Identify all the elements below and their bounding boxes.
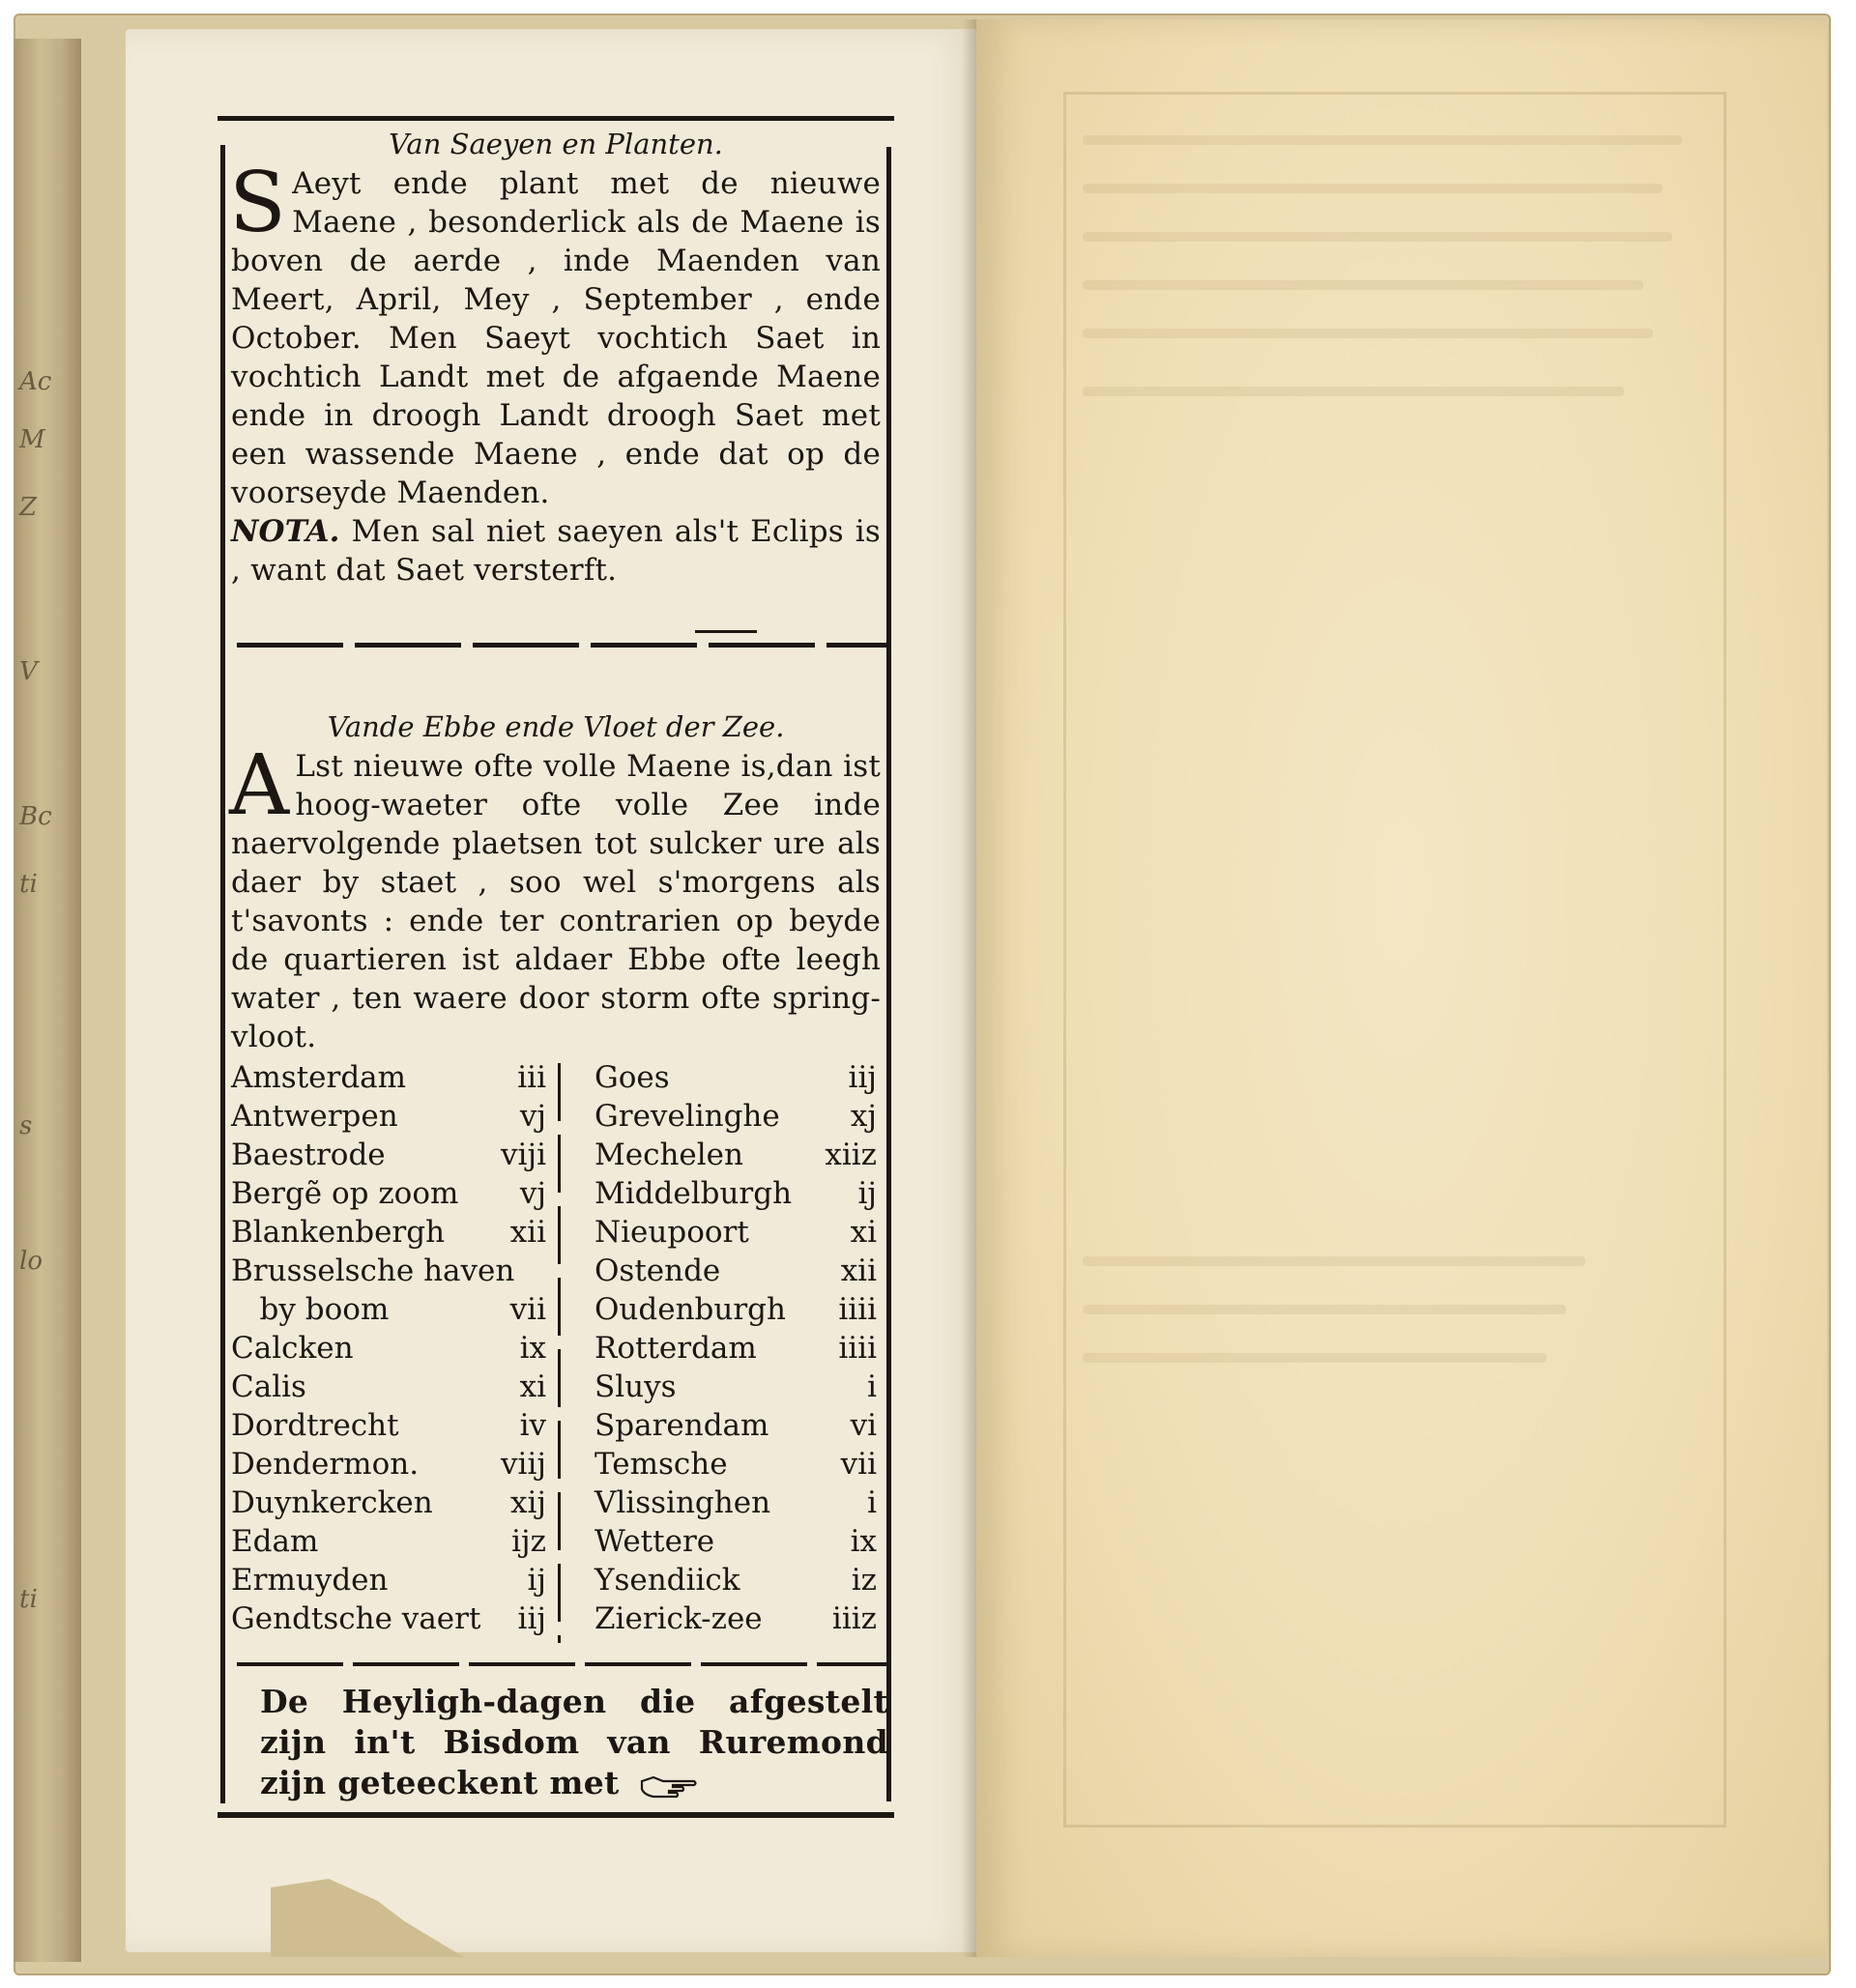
tide-hour: ix	[519, 1331, 546, 1366]
tide-hour: iiiz	[831, 1601, 877, 1636]
section-divider	[237, 643, 890, 648]
tide-hour: vii	[509, 1292, 546, 1327]
paragraph-tides-text: Lst nieuwe ofte volle Maene is,dan ist hoog-waeter ofte volle Zee inde naervolgende plaetsen tot sulcker ure als daer by staet , soo wel s'morgens als t'savonts : ende ter contrarien op beyde de quartieren ist aldaer Ebbe ofte leegh water , ten waere door storm ofte spring-vloot.	[231, 749, 881, 1054]
dropcap-s: S	[229, 155, 287, 251]
paragraph-tides	[229, 737, 881, 1056]
tide-table-row	[594, 1058, 881, 1097]
place-name: Nieupoort	[594, 1215, 749, 1250]
footer-divider	[237, 1662, 890, 1666]
top-rule	[218, 116, 894, 121]
tide-hour	[546, 1252, 550, 1290]
tide-hour: iij	[517, 1601, 546, 1636]
place-name: Dordtrecht	[231, 1408, 399, 1443]
tide-hour: iiii	[838, 1331, 877, 1366]
holy-days-note	[260, 1682, 888, 1803]
right-border	[886, 147, 891, 1801]
tide-table-row	[594, 1368, 881, 1406]
tide-table-row	[594, 1599, 881, 1638]
place-name: Brusselsche haven	[231, 1253, 515, 1288]
place-name: Temsche	[594, 1447, 728, 1482]
place-name: Dendermon.	[231, 1447, 420, 1482]
dropcap-a: A	[229, 737, 290, 834]
place-name: Sluys	[594, 1369, 677, 1404]
place-name: Amsterdam	[231, 1060, 407, 1095]
tide-hour: iij	[848, 1060, 877, 1095]
tide-hour: i	[867, 1369, 877, 1404]
place-name: Edam	[231, 1524, 319, 1559]
bottom-rule	[218, 1812, 894, 1818]
show-through-line	[1083, 1256, 1585, 1266]
place-name: Rotterdam	[594, 1331, 757, 1366]
tide-table-row	[594, 1484, 881, 1522]
text-block	[218, 87, 894, 1827]
left-page	[126, 29, 976, 1952]
show-through-line	[1083, 1305, 1566, 1314]
place-name: Vlissinghen	[594, 1485, 771, 1520]
place-name: Duynkercken	[231, 1485, 433, 1520]
place-name: Oudenburgh	[594, 1292, 786, 1327]
tide-table-row	[594, 1136, 881, 1174]
holy-days-note-text: De Heyligh-dagen die afgestelt zijn in't Bisdom van Ruremond zijn geteeckent met	[260, 1683, 888, 1801]
tide-table-row	[231, 1329, 550, 1368]
left-border	[220, 145, 225, 1803]
tide-hour: ix	[850, 1524, 877, 1559]
place-name: Ostende	[594, 1253, 721, 1288]
tide-table-row	[594, 1561, 881, 1599]
tide-hour: xiiz	[825, 1138, 877, 1172]
tide-hour: iz	[851, 1563, 877, 1598]
paragraph-sowing-text: Aeyt ende plant met de nieuwe Maene , besonderlick als de Maene is boven de aerde , inde Maenden van Meert, April, Mey , September , ende October. Men Saeyt vochtich Saet in vochtich Landt met de afgaende Maene ende in droogh Landt droogh Saet met een wassende Maene , ende dat op de voorseyde Maenden.	[231, 166, 881, 510]
tide-hour: ijz	[511, 1524, 546, 1559]
tide-table-row	[231, 1174, 550, 1213]
tide-table-row	[594, 1445, 881, 1484]
previous-page-edge: Ac M Z V Bc ti s lo ti	[14, 39, 81, 1962]
nota-text: Men sal niet saeyen als't Eclips is , want dat Saet versterft.	[231, 514, 881, 588]
tide-hour: ij	[857, 1176, 877, 1211]
tide-table-row	[231, 1252, 550, 1290]
place-name: Sparendam	[594, 1408, 769, 1443]
tide-table-row	[594, 1329, 881, 1368]
tide-table-row	[231, 1406, 550, 1445]
tide-table-right-column	[594, 1058, 881, 1638]
place-name: Bergẽ op zoom	[231, 1176, 459, 1211]
tide-hour: vi	[850, 1408, 877, 1443]
place-name: Wettere	[594, 1524, 715, 1559]
place-name: Middelburgh	[594, 1176, 793, 1211]
place-name: Ysendiick	[594, 1563, 740, 1598]
tide-hour: xi	[519, 1369, 546, 1404]
show-through-line	[1083, 280, 1643, 290]
tide-hour: iii	[517, 1060, 546, 1095]
tide-hour: xj	[850, 1099, 877, 1134]
tide-table-row	[231, 1561, 550, 1599]
tide-table-row	[594, 1174, 881, 1213]
tide-table-row	[231, 1368, 550, 1406]
place-name: by boom	[231, 1292, 390, 1327]
tide-hour: vj	[519, 1176, 546, 1211]
place-name: Antwerpen	[231, 1099, 398, 1134]
tide-table-row	[594, 1522, 881, 1561]
tide-table-row	[231, 1522, 550, 1561]
tide-table-row	[594, 1252, 881, 1290]
nota-label: NOTA.	[231, 514, 340, 549]
tide-table-row	[594, 1213, 881, 1252]
place-name: Mechelen	[594, 1138, 743, 1172]
tide-table-row	[594, 1290, 881, 1329]
tide-hour: iiii	[838, 1292, 877, 1327]
show-through-line	[1083, 184, 1663, 193]
place-name: Calcken	[231, 1331, 354, 1366]
place-name: Ermuyden	[231, 1563, 389, 1598]
show-through-line	[1083, 135, 1682, 145]
place-name: Goes	[594, 1060, 670, 1095]
tide-table-row	[231, 1136, 550, 1174]
tide-hour: iv	[519, 1408, 546, 1443]
tide-hour: viji	[501, 1138, 546, 1172]
tide-hour: ij	[527, 1563, 546, 1598]
divider-ornament	[695, 630, 757, 633]
page-tear	[271, 1870, 464, 1957]
show-through-line	[1083, 1353, 1547, 1363]
tide-hour: vii	[840, 1447, 877, 1482]
tide-table-row	[594, 1406, 881, 1445]
tide-table-row	[231, 1445, 550, 1484]
place-name: Grevelinghe	[594, 1099, 780, 1134]
tide-table-row	[594, 1097, 881, 1136]
section-title-tides: Vande Ebbe ende Vloet der Zee.	[327, 710, 785, 743]
tide-hour: i	[867, 1485, 877, 1520]
tide-hour: viij	[501, 1447, 546, 1482]
tide-hour: xij	[509, 1485, 546, 1520]
tide-table-row	[231, 1058, 550, 1097]
right-page-blank	[976, 19, 1827, 1957]
tide-table-row	[231, 1484, 550, 1522]
show-through-frame	[1063, 92, 1726, 1828]
place-name: Blankenbergh	[231, 1215, 446, 1250]
place-name: Calis	[231, 1369, 306, 1404]
tide-table-row	[231, 1097, 550, 1136]
show-through-line	[1083, 232, 1672, 242]
pointing-hand-icon	[640, 1772, 698, 1799]
table-column-separator	[558, 1063, 561, 1643]
tide-hour: vj	[519, 1099, 546, 1134]
tide-table-left-column	[231, 1058, 550, 1638]
tide-table-row	[231, 1213, 550, 1252]
tide-hour: xii	[840, 1253, 877, 1288]
tide-table-row	[231, 1290, 550, 1329]
paragraph-sowing	[229, 155, 881, 590]
section-title-sowing: Van Saeyen en Planten.	[389, 128, 723, 160]
tide-table-row	[231, 1599, 550, 1638]
place-name: Gendtsche vaert	[231, 1601, 481, 1636]
show-through-line	[1083, 387, 1624, 396]
place-name: Zierick-zee	[594, 1601, 763, 1636]
show-through-line	[1083, 329, 1653, 338]
tide-hour: xii	[509, 1215, 546, 1250]
place-name: Baestrode	[231, 1138, 386, 1172]
tide-hour: xi	[850, 1215, 877, 1250]
